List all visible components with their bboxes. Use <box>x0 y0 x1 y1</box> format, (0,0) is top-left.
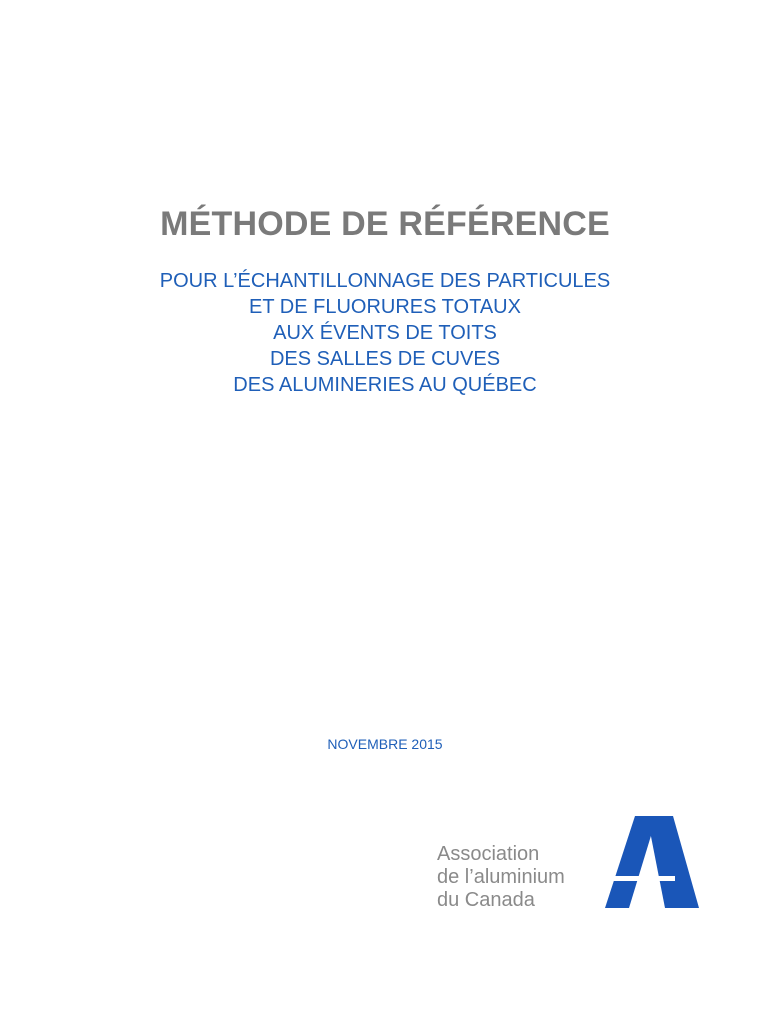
aluminium-association-a-logo-icon <box>605 816 699 908</box>
organization-name-line: Association <box>437 843 540 865</box>
subtitle-line: DES SALLES DE CUVES <box>269 348 501 370</box>
publication-date: NOVEMBRE 2015 <box>327 736 443 752</box>
organization-name-line: du Canada <box>437 889 535 911</box>
subtitle-line: POUR L’ÉCHANTILLONNAGE DES PARTICULES <box>159 270 611 292</box>
organization-name <box>437 843 565 912</box>
subtitle-line: ET DE FLUORURES TOTAUX <box>249 296 521 318</box>
subtitle-line: DES ALUMINERIES AU QUÉBEC <box>233 374 537 396</box>
document-subtitle <box>0 268 770 398</box>
organization-name-line: de l’aluminium <box>437 866 565 888</box>
logo-left-stroke <box>605 816 657 908</box>
logo-right-stroke <box>647 816 699 908</box>
document-title: MÉTHODE DE RÉFÉRENCE <box>160 205 610 243</box>
subtitle-line: AUX ÉVENTS DE TOITS <box>273 322 497 344</box>
logo-crossbar-cut <box>611 876 675 881</box>
